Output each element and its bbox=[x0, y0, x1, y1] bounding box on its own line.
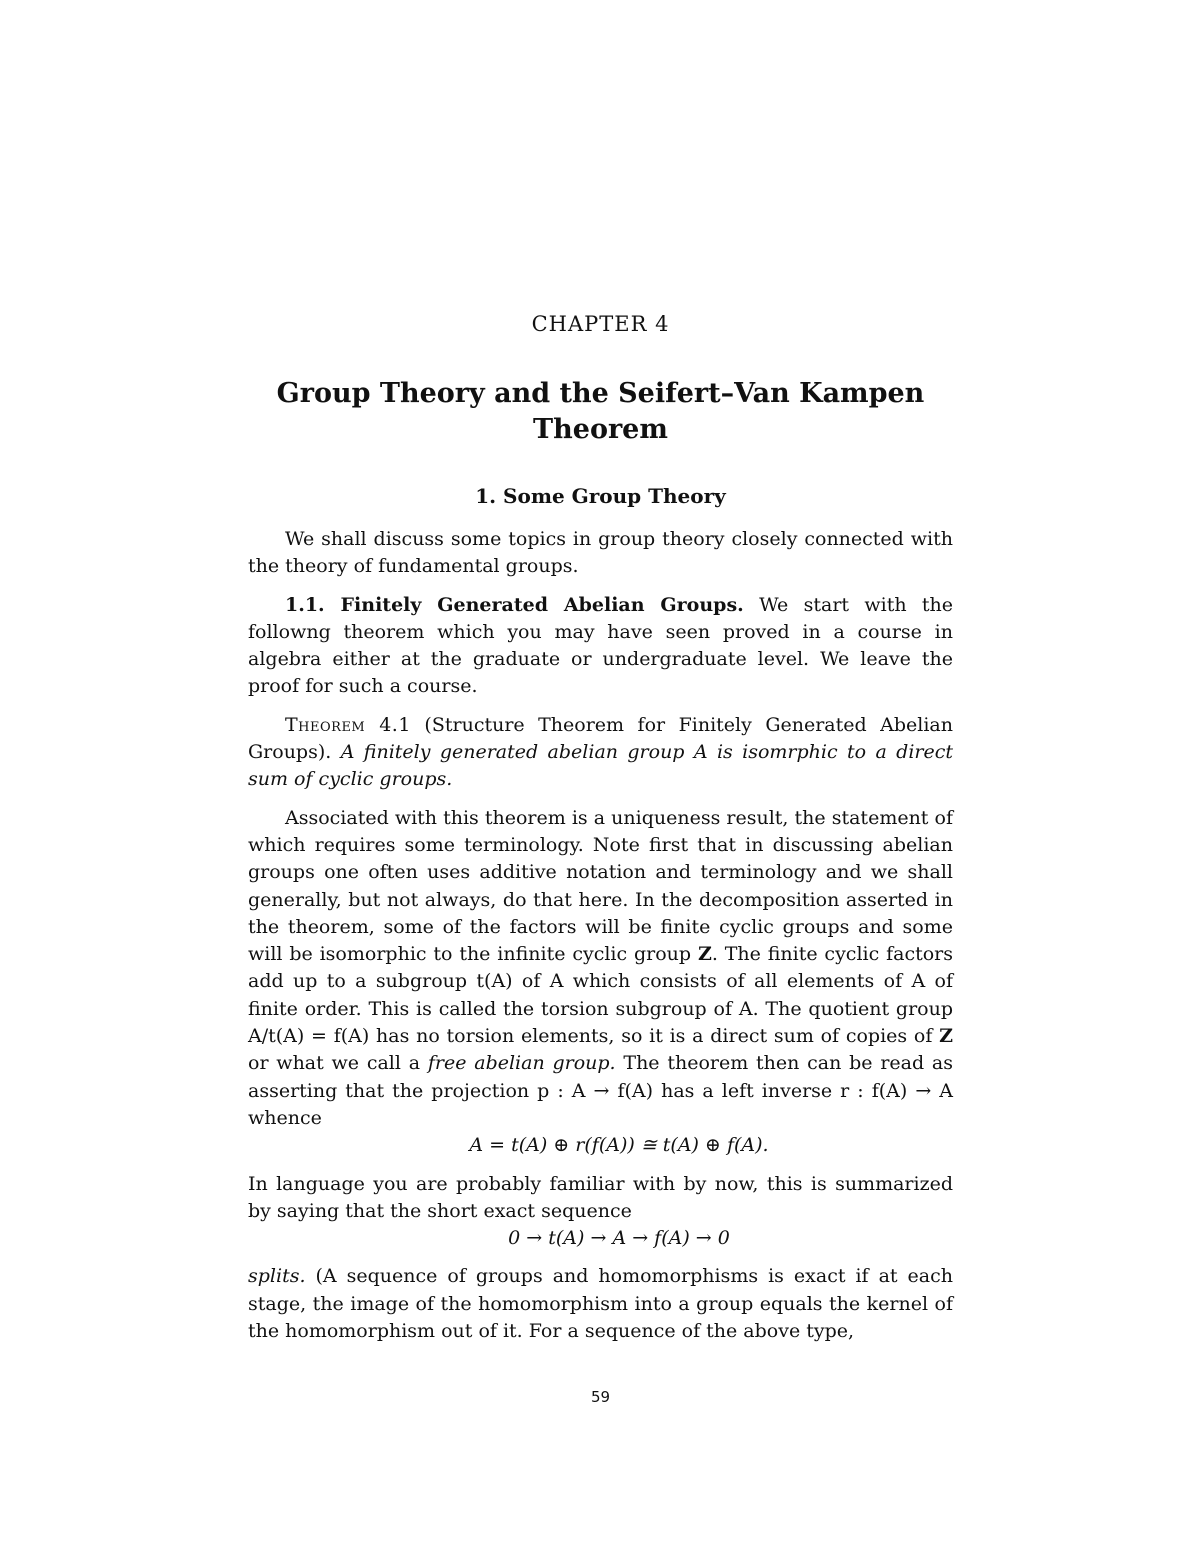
splits-term: splits. bbox=[248, 1265, 306, 1288]
paragraph-subsection bbox=[248, 592, 953, 701]
equation-decomposition: A = t(A) ⊕ r(f(A)) ≅ t(A) ⊕ f(A). bbox=[469, 1134, 769, 1157]
chapter-title-line1: Group Theory and the Seifert–Van Kampen bbox=[276, 378, 925, 409]
body-text bbox=[248, 526, 953, 1356]
para3-part-d: The theorem then can be read as asserting that the projection p : A → f(A) has a left inverse r : f(A) → A whence bbox=[248, 1052, 953, 1129]
theorem-label: Theorem 4.1 bbox=[285, 713, 411, 736]
para3-part-c: or what we call a bbox=[248, 1052, 428, 1075]
symbol-Z: Z bbox=[697, 943, 712, 966]
section-heading: 1. Some Group Theory bbox=[475, 484, 726, 508]
subsection-heading: 1.1. Finitely Generated Abelian Groups. bbox=[285, 593, 744, 616]
para3-part-b: . The finite cyclic factors add up to a subgroup t(A) of A which consists of all elements of A of finite order. This is called the torsion subgroup of A. The quotient group A/t(A) = f(A) has no torsion elements, so it is a direct sum of copies of bbox=[248, 943, 954, 1048]
free-abelian-term: free abelian group. bbox=[427, 1052, 616, 1075]
chapter-label: CHAPTER 4 bbox=[531, 312, 670, 336]
paragraph-splits bbox=[248, 1263, 953, 1345]
paragraph-exact-sequence: In language you are probably familiar with by now, this is summarized by saying that the short exact sequence bbox=[248, 1172, 953, 1222]
para3-part-a: Associated with this theorem is a uniqueness result, the statement of which requires some terminology. Note first that in discussing abelian groups one often uses additive notation and terminology and we shall generally, but not always, do that here. In the decomposition asserted in the theorem, some of the factors will be finite cyclic groups and some will be isomorphic to the infinite cyclic group bbox=[248, 806, 953, 966]
chapter-title bbox=[248, 376, 953, 448]
theorem-statement: A finitely generated abelian group A is isomrphic to a direct sum of cyclic groups. bbox=[248, 741, 953, 791]
page-number: 59 bbox=[590, 1388, 611, 1406]
symbol-Z-2: Z bbox=[939, 1025, 953, 1048]
paragraph-intro: We shall discuss some topics in group theory closely connected with the theory of fundamental groups. bbox=[248, 528, 953, 578]
chapter-title-line2: Theorem bbox=[533, 414, 668, 445]
theorem-name: (Structure Theorem for Finitely Generated Abelian Groups). bbox=[248, 713, 953, 764]
splits-text: (A sequence of groups and homomorphisms is exact if at each stage, the image of the homomorphism into a group equals the kernel of the homomorphism out of it. For a sequence of the above type, bbox=[248, 1265, 953, 1343]
subsection-text: We start with the followng theorem which you may have seen proved in a course in algebra either at the graduate or undergraduate level. We leave the proof for such a course. bbox=[248, 593, 953, 698]
theorem-block bbox=[248, 712, 953, 794]
equation-short-exact-sequence: 0 → t(A) → A → f(A) → 0 bbox=[508, 1227, 730, 1250]
paragraph-uniqueness bbox=[248, 805, 953, 1133]
